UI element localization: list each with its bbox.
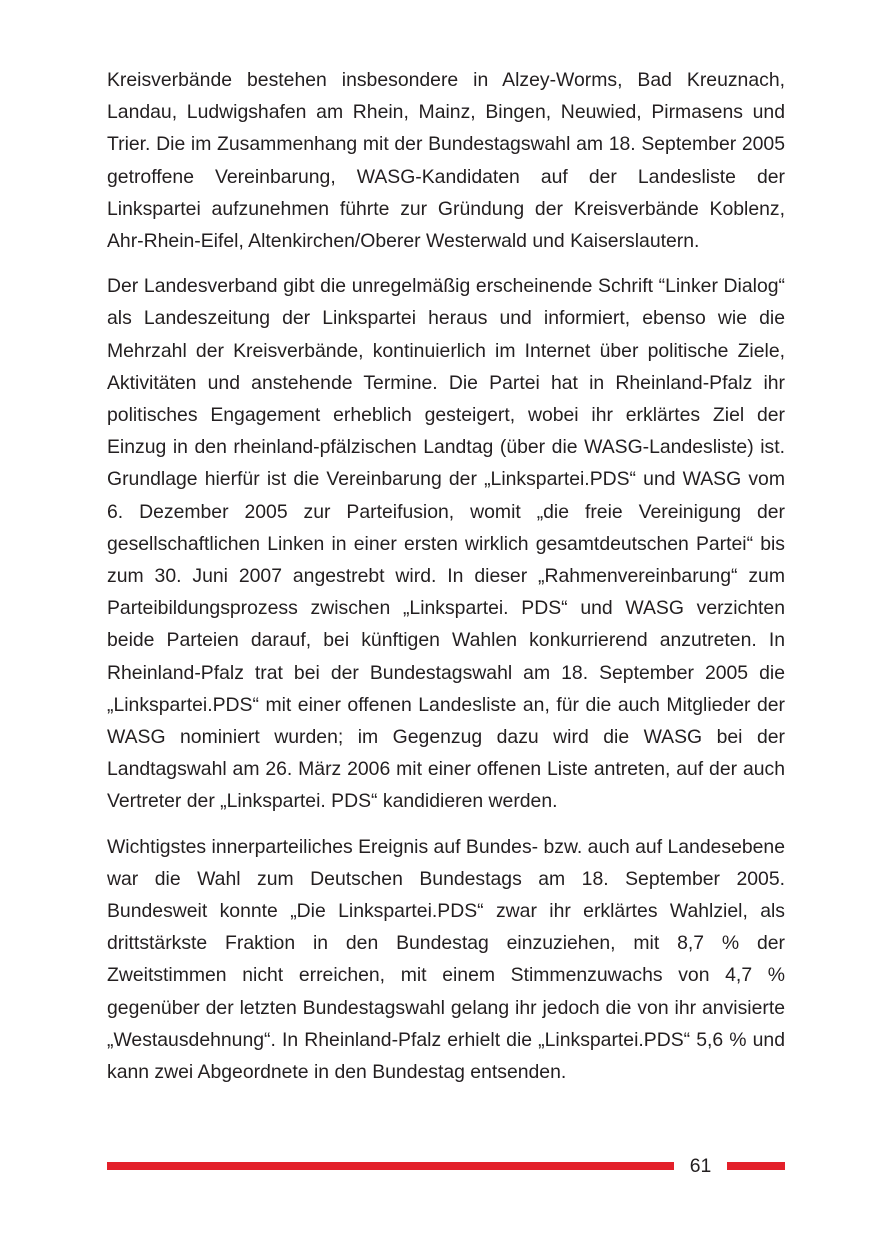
paragraph-landesverband: Der Landesverband gibt die unregelmäßig erscheinende Schrift “Linker Dialog“ als Landeszeitung der Linkspartei heraus und informiert, ebenso wie die Mehrzahl der Kreisverbände, kontinuierlich im Internet über politische Ziele, Aktivitäten und anstehende Termine. Die Partei hat in Rheinland-Pfalz ihr politisches Engagement erheblich gesteigert, wobei ihr erklärtes Ziel der Einzug in den rheinland-pfälzischen Landtag (über die WASG-Landesliste) ist. Grundlage hierfür ist die Vereinbarung der „Linkspartei.PDS“ und WASG vom 6. Dezember 2005 zur Parteifusion, womit „die freie Vereinigung der gesellschaftlichen Linken in einer ersten wirklich gesamtdeutschen Partei“ bis zum 30. Juni 2007 angestrebt wird. In dieser „Rahmenvereinbarung“ zum Parteibildungsprozess zwischen „Linkspartei. PDS“ und WASG verzichten beide Parteien darauf, bei künftigen Wahlen konkurrierend anzutreten. In Rheinland-Pfalz trat bei der Bundestagswahl am 18. September 2005 die „Linkspartei.PDS“ mit einer offenen Landesliste an, für die auch Mitglieder der WASG nominiert wurden; im Gegenzug dazu wird die WASG bei der Landtagswahl am 26. März 2006 mit einer offenen Liste antreten, auf der auch Vertreter der „Linkspartei. PDS“ kandidieren werden. <box>107 275 785 813</box>
paragraph-bundestagswahl: Wichtigstes innerparteiliches Ereignis auf Bundes- bzw. auch auf Landesebene war die Wahl zum Deutschen Bundestags am 18. September 2005. Bundesweit konnte „Die Linkspartei.PDS“ zwar ihr erklärtes Wahlziel, als drittstärkste Fraktion in den Bundestag einzuziehen, mit 8,7 % der Zweitstimmen nicht erreichen, mit einem Stimmenzuwachs von 4,7 % gegenüber der letzten Bundestagswahl gelang ihr jedoch die von ihr anvisierte „Westausdehnung“. In Rheinland-Pfalz erhielt die „Linkspartei.PDS“ 5,6 % und kann zwei Abgeordnete in den Bundestag entsenden. <box>107 835 785 1084</box>
paragraph-kreisverbaende: Kreisverbände bestehen insbesondere in Alzey-Worms, Bad Kreuznach, Landau, Ludwigshafen am Rhein, Mainz, Bingen, Neuwied, Pirmasens und Trier. Die im Zusammenhang mit der Bundestagswahl am 18. September 2005 getroffene Vereinbarung, WASG-Kandidaten auf der Landesliste der Linkspartei aufzunehmen führte zur Gründung der Kreisverbände Koblenz, Ahr-Rhein-Eifel, Altenkirchen/Oberer Westerwald und Kaiserslautern. <box>107 69 785 253</box>
footer-rule-left <box>107 1162 674 1170</box>
page-number: 61 <box>689 1155 712 1177</box>
footer-rule-right <box>727 1162 785 1170</box>
page-footer <box>107 1152 785 1180</box>
page-body <box>107 64 785 1101</box>
